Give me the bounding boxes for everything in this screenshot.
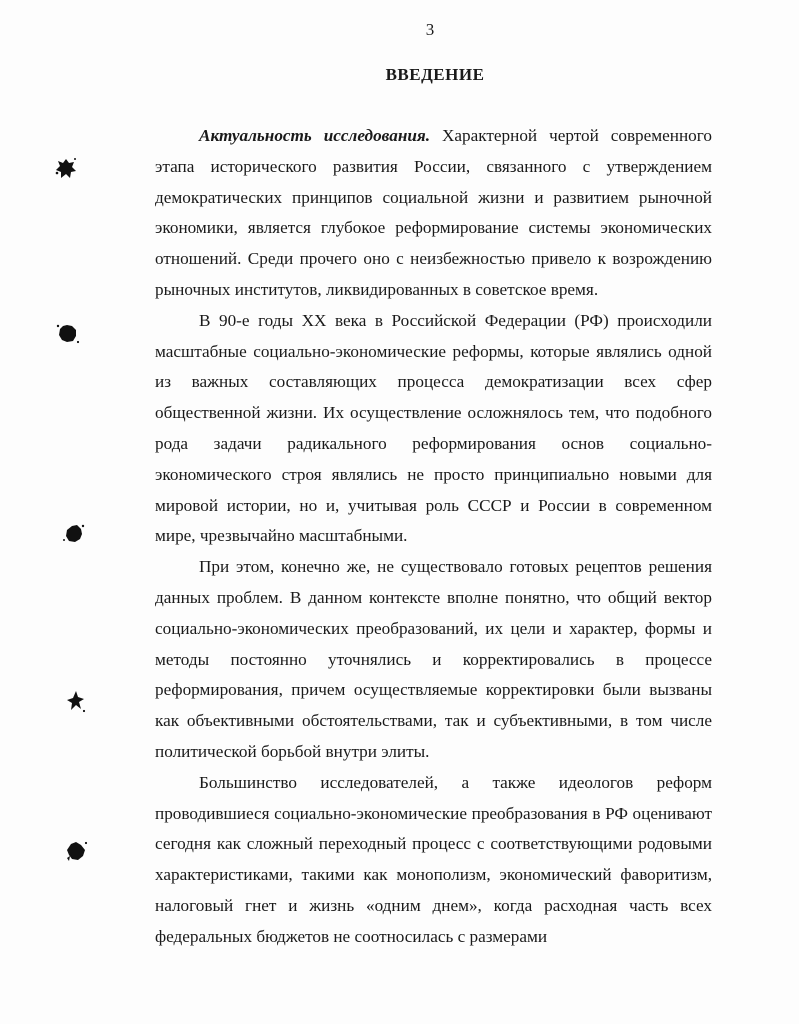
page-number: 3 <box>425 20 435 39</box>
binding-hole-mark-icon <box>61 520 87 548</box>
paragraph-lead: Актуальность исследования. <box>199 126 431 145</box>
paragraph <box>155 552 712 768</box>
paragraph-text: Большинство исследователей, а также идеологов реформ проводившиеся социально-экономические преобразования в РФ оценивают сегодня как сложный переходный процесс с соответствующими родовыми характеристиками, такими как монополизм, экономический фаворитизм, налоговый гнет и жизнь «одним днем», когда расходная часть всех федеральных бюджетов не соотносилась с размерами <box>155 772 712 946</box>
binding-hole-mark-icon <box>63 838 89 866</box>
paragraph-text: Характерной чертой современного этапа исторического развития России, связанного с утверждением демократических принципов социальной жизни и развитием рыночной экономики, является глубокое реформирование системы экономических отношений. Среди прочего оно с неизбежностью привело к возрождению рыночных институтов, ликвидированных в советское время. <box>155 126 712 299</box>
binding-hole-mark-icon <box>55 320 81 348</box>
binding-hole-mark-icon <box>53 155 79 183</box>
paragraph <box>155 121 712 306</box>
binding-hole-mark-icon <box>63 688 89 716</box>
paragraph-text: При этом, конечно же, не существовало готовых рецептов решения данных проблем. В данном контексте вполне понятно, что общий вектор социально-экономических преобразований, их цели и характер, формы и методы постоянно уточнялись и корректировались в процессе реформирования, причем осуществляемые корректировки были вызваны как объективными обстоятельствами, так и субъективными, в том числе политической борьбой внутри элиты. <box>155 557 712 761</box>
paragraph <box>155 768 712 953</box>
main-text <box>155 121 712 953</box>
page-title: ВВЕДЕНИЕ <box>385 65 485 84</box>
paragraph <box>155 306 712 552</box>
paragraph-text: В 90-е годы ХХ века в Российской Федерации (РФ) происходили масштабные социально-экономические реформы, которые являлись одной из важных составляющих процесса демократизации всех сфер общественной жизни. Их осуществление осложнялось тем, что подобного рода задачи радикального реформирования основ социально-экономического строя являлись не просто принципиально новыми для мировой истории, но и, учитывая роль СССР и России в современном мире, чрезвычайно масштабными. <box>155 310 712 546</box>
